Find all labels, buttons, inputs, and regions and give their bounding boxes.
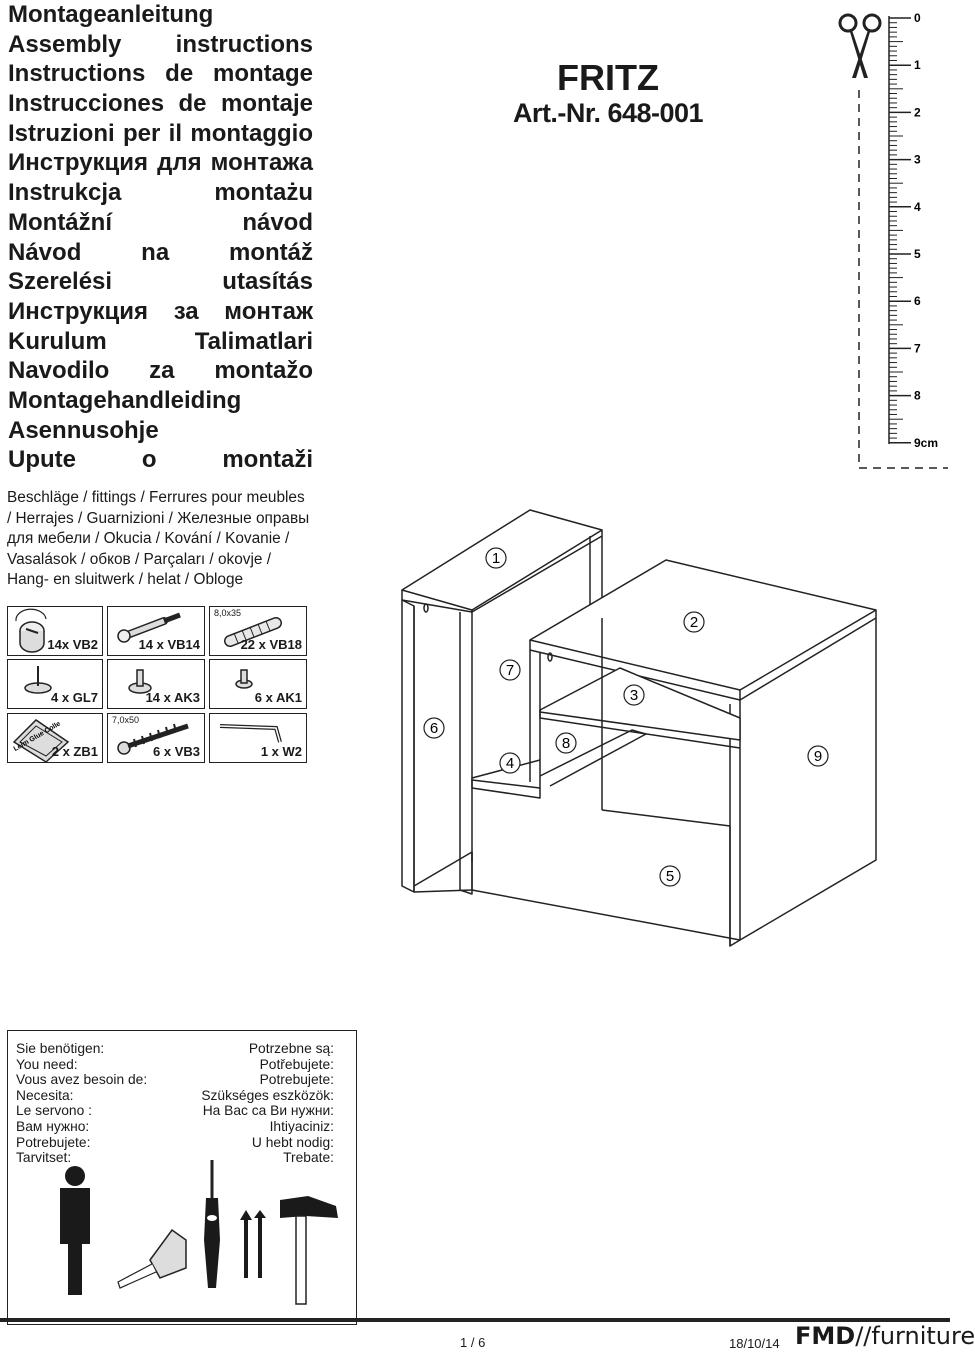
fitting-vb2 [7, 606, 103, 656]
fitting-spec: 8,0x35 [214, 608, 242, 618]
svg-text:8: 8 [561, 735, 571, 752]
title-list [8, 0, 313, 475]
svg-text:7: 7 [505, 662, 515, 679]
part-number-4 [500, 753, 520, 773]
title-line: Asennusohje [8, 416, 159, 444]
you-need-line: Vous avez besoin de: [16, 1072, 148, 1088]
you-need-line: Вам нужно: [16, 1118, 90, 1134]
fitting-vb3 [107, 713, 205, 763]
part-number-9 [808, 746, 828, 766]
svg-text:2: 2 [689, 614, 699, 631]
ruler-label: 2 [914, 105, 921, 120]
svg-text:1: 1 [491, 550, 501, 567]
part-number-7 [500, 660, 520, 680]
part-number-1 [486, 548, 506, 568]
part-number-8 [556, 733, 576, 753]
part-number-2 [684, 612, 704, 632]
ruler-label: 4 [914, 199, 921, 214]
title-line: Instrucciones de montaje [8, 90, 313, 118]
fitting-quantity: 2 x ZB1 [51, 744, 98, 759]
title-line: Montážní návod [8, 208, 313, 236]
title-line: Instructions de montage [8, 60, 313, 88]
you-need-line: U hebt nodig: [251, 1134, 334, 1150]
furniture-exploded-view [390, 500, 890, 960]
you-need-line: Le servono : [16, 1103, 92, 1119]
page-number: 1 / 6 [460, 1335, 486, 1350]
you-need-left-column [16, 1041, 147, 1166]
you-need-line: Potrebujete: [259, 1072, 334, 1088]
title-line: Upute o montaži [8, 446, 313, 474]
title-line: Navodilo za montažo [8, 357, 313, 385]
title-line: Assembly instructions [8, 30, 313, 58]
ruler-label: 3 [914, 152, 921, 167]
fitting-ak3 [107, 659, 205, 709]
fitting-quantity: 22 x VB18 [240, 637, 302, 652]
part-number-3 [624, 685, 644, 705]
part-number-5 [660, 866, 680, 886]
ruler-label: 7 [914, 341, 921, 356]
fitting-vb14 [107, 606, 205, 656]
you-need-line: Tarvitset: [16, 1150, 72, 1166]
title-line: Szerelési utasítás [8, 268, 313, 296]
tools-illustration [40, 1160, 350, 1310]
you-need-line: Sie benötigen: [16, 1041, 105, 1056]
title-line: Instrukcja montażu [8, 179, 313, 207]
title-line: Инструкция за монтаж [8, 297, 313, 325]
fitting-zb1 [7, 713, 103, 763]
fitting-ak1 [209, 659, 307, 709]
fitting-gl7 [7, 659, 103, 709]
title-line: Инструкция для монтажа [8, 149, 313, 177]
you-need-line: You need: [16, 1056, 78, 1072]
fitting-quantity: 1 x W2 [260, 744, 302, 759]
fitting-spec: 7,0x50 [112, 715, 140, 725]
glue-pack-label: Leim Glue Colle [12, 720, 62, 753]
article-number: Art.-Nr. 648-001 [512, 98, 704, 128]
svg-text:4: 4 [505, 755, 515, 772]
you-need-line: Potrzebne są: [248, 1041, 334, 1056]
svg-text:9: 9 [813, 748, 823, 765]
fitting-vb18 [209, 606, 307, 656]
you-need-line: Ihtiyaciniz: [269, 1118, 334, 1134]
fitting-quantity: 14 x AK3 [145, 690, 200, 705]
you-need-line: Trebate: [283, 1150, 334, 1166]
title-line: Istruzioni per il montaggio [8, 119, 313, 147]
scissors-icon [840, 15, 880, 78]
title-line: Kurulum Talimatlari [8, 327, 313, 355]
product-name: FRITZ [557, 57, 659, 98]
fitting-quantity: 14 x VB14 [138, 637, 200, 652]
svg-text:3: 3 [629, 687, 639, 704]
you-need-line: На Вас са Ви нужни: [202, 1103, 334, 1119]
tape-measure-icon [118, 1230, 186, 1288]
hammer-icon [280, 1196, 338, 1304]
ruler-label: 0 [914, 11, 921, 25]
screwdriver-icon [204, 1160, 220, 1288]
title-line: Montagehandleiding [8, 386, 242, 414]
you-need-line: Potřebujete: [259, 1056, 334, 1072]
title-line: Návod na montáž [8, 238, 313, 266]
ruler-label: 9cm [914, 435, 939, 450]
ruler-label: 6 [914, 294, 921, 309]
you-need-line: Szükséges eszközök: [201, 1087, 334, 1103]
document-date: 18/10/14 [729, 1336, 780, 1351]
fitting-quantity: 4 x GL7 [51, 690, 98, 705]
ruler-label: 8 [914, 388, 921, 403]
you-need-line: Necesita: [16, 1087, 74, 1103]
svg-text:6: 6 [429, 720, 439, 737]
fittings-description: Beschläge / fittings / Ferrures pour meubles / Herrajes / Guarnizioni / Железные оправы для мебели / Okucia / Kování / Kovanie / Vasalások / обков / Parçaları / okovje / Hang- en sluitwerk / helat / Obloge [7, 489, 310, 588]
brand-rest: //furniture [855, 1322, 975, 1350]
fitting-quantity: 6 x VB3 [153, 744, 200, 759]
fitting-quantity: 6 x AK1 [254, 690, 302, 705]
fitting-w2 [209, 713, 307, 763]
you-need-line: Potrebujete: [16, 1134, 91, 1150]
screwdriver-bits-icon [240, 1210, 266, 1278]
brand-bold: FMD [795, 1322, 856, 1350]
person-icon [60, 1166, 90, 1295]
product-heading [508, 58, 708, 128]
fitting-quantity: 14x VB2 [47, 637, 98, 652]
title-line: Montageanleitung [8, 1, 214, 28]
you-need-right-column [201, 1041, 334, 1166]
part-number-6 [424, 718, 444, 738]
ruler [830, 0, 950, 480]
ruler-label: 5 [914, 247, 921, 261]
brand-logo [795, 1322, 975, 1350]
svg-text:5: 5 [665, 868, 675, 885]
ruler-label: 1 [914, 58, 921, 73]
